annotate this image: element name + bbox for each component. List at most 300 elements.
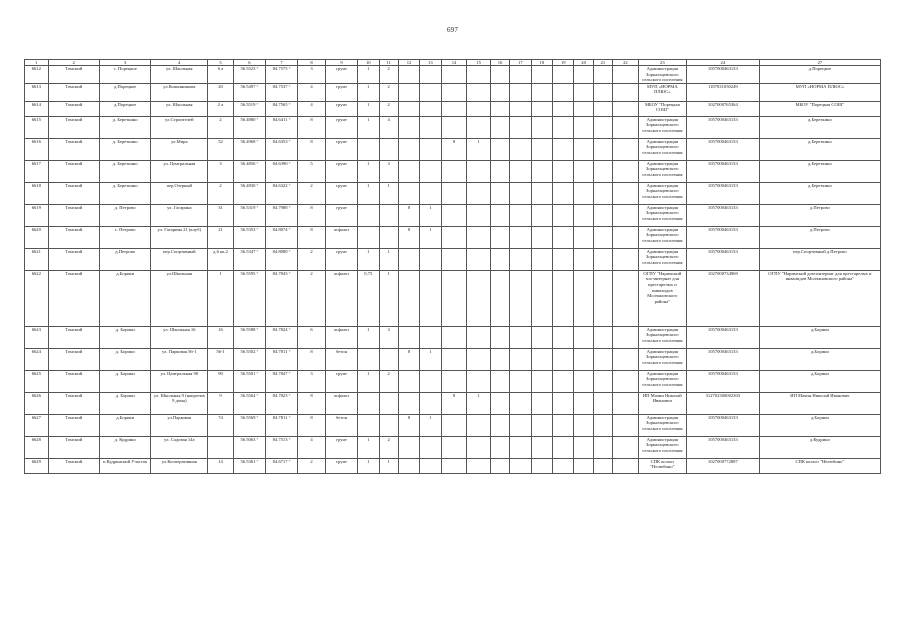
table-cell [593,138,612,160]
table-cell [379,414,398,436]
table-cell: д.Борики [99,414,150,436]
table-cell [398,182,419,204]
table-cell [379,138,398,160]
table-cell: 56.5353 ° [233,226,265,248]
page-number: 697 [446,26,459,34]
column-header: 9 [325,60,357,66]
table-cell [358,138,379,160]
table-cell: грунт [325,116,357,138]
table-cell: 56.4856 ° [233,160,265,182]
table-cell: Томский [48,116,99,138]
table-cell: ул.Строителей [151,116,208,138]
table-cell: д.Петрово [759,204,880,226]
table-cell [441,66,467,84]
table-cell: грунт [325,458,357,473]
table-cell: Томский [48,436,99,458]
table-cell [613,160,639,182]
table-cell [593,160,612,182]
table-cell: МБОУ "Порецкая СОШ" [759,101,880,116]
column-header: 10 [358,60,379,66]
table-cell: ул. Гагарина [151,204,208,226]
column-header: 22 [613,60,639,66]
table-cell: 6623 [25,326,49,348]
table-cell [510,83,531,101]
table-cell: Администрация Зоркальцевского сельского поселения [638,436,686,458]
table-cell: 1057000463133 [686,138,759,160]
table-cell: 8 [298,414,326,436]
table-cell: ул. Парковая 56-1 [151,348,208,370]
table-cell [467,270,491,326]
table-cell: Томский [48,270,99,326]
table-cell: ОГПУ "Наримский зоо-интернат для престарелых и инвалидов Молчановского района" [638,270,686,326]
table-cell: 9 [208,392,234,414]
table-cell [510,160,531,182]
table-cell [420,458,441,473]
column-header: 3 [99,60,150,66]
table-cell: 1057000463133 [686,348,759,370]
table-cell: 2 [379,101,398,116]
table-cell: 8 [298,116,326,138]
table-row [25,270,881,326]
table-cell [531,116,552,138]
table-cell: 1 [358,248,379,270]
table-cell [593,414,612,436]
table-cell [467,66,491,84]
table-cell [574,458,593,473]
table-cell [467,436,491,458]
table-cell [574,370,593,392]
table-cell: 84.6390 ° [266,160,298,182]
table-cell [490,116,509,138]
table-cell [593,326,612,348]
table-cell [441,436,467,458]
table-row [25,101,881,116]
table-cell: д. Кудрино [99,436,150,458]
table-cell: грунт [325,436,357,458]
table-cell: Администрация Зоркальцевского сельского поселения [638,66,686,84]
table-cell [613,436,639,458]
table-cell: ул. Школьная [151,66,208,84]
table-cell: 8 [398,204,419,226]
table-cell: 0,75 [358,270,379,326]
table-cell: д.Березкино [759,116,880,138]
table-cell [441,270,467,326]
table-cell: ИП Мачин Николай Иванович [759,392,880,414]
table-cell [379,204,398,226]
table-cell [490,83,509,101]
table-cell: д. Борики [99,392,150,414]
table-cell [553,138,574,160]
table-cell [510,392,531,414]
table-cell: 56.5347 ° [233,248,265,270]
table-cell [613,66,639,84]
table-cell: 1057000463133 [686,436,759,458]
table-cell: грунт [325,182,357,204]
table-cell: д.Кудрино [759,436,880,458]
table-row [25,370,881,392]
table-cell [574,436,593,458]
table-cell [441,182,467,204]
table-cell [490,436,509,458]
table-cell: д.Порецкое [759,66,880,84]
table-cell [490,226,509,248]
table-cell: 2 [379,436,398,458]
table-cell: 1 [379,270,398,326]
table-cell [441,370,467,392]
table-cell: Томский [48,226,99,248]
table-row [25,138,881,160]
table-cell: 2 [379,66,398,84]
table-cell: д. Березкино [99,182,150,204]
table-cell [420,138,441,160]
table-cell [490,326,509,348]
table-cell: д. Березкино [99,160,150,182]
table-cell: 56.5361 ° [233,458,265,473]
table-cell: 1 [420,414,441,436]
table-cell: грунт [325,138,357,160]
table-cell: грунт [325,83,357,101]
table-cell: д. Березкино [99,116,150,138]
table-cell: 1057000463133 [686,66,759,84]
table-cell [420,66,441,84]
table-cell: асфальт [325,226,357,248]
table-cell [574,66,593,84]
table-cell: ул.Парковая [151,414,208,436]
table-cell: ул.Кооперативная [151,458,208,473]
table-cell [593,66,612,84]
table-row [25,182,881,204]
table-cell [398,248,419,270]
table-row [25,66,881,84]
table-cell: 4 [298,83,326,101]
table-cell: 56.5569 ° [233,414,265,436]
table-cell: 84.7823 ° [266,392,298,414]
table-cell: д.Порецкое [99,101,150,116]
table-cell [553,182,574,204]
table-cell [420,392,441,414]
table-cell: 3 [298,370,326,392]
table-cell: 5 [298,160,326,182]
table-cell: 2 [208,116,234,138]
table-cell: Томский [48,66,99,84]
table-cell [510,248,531,270]
table-cell: ОГПУ "Наримский дом-интернат для престарелых и инвалидов Молчановского района" [759,270,880,326]
table-cell: Администрация Зоркальцевского сельского поселения [638,116,686,138]
table-cell [574,116,593,138]
table-cell: 1 [358,66,379,84]
table-cell: Томский [48,348,99,370]
column-header: 7 [266,60,298,66]
table-cell [531,101,552,116]
table-cell [613,370,639,392]
table-cell: 14 [208,458,234,473]
table-cell [593,270,612,326]
table-cell: д.Березкино [759,182,880,204]
table-cell [398,160,419,182]
table-cell [441,348,467,370]
table-cell [420,270,441,326]
table-cell: 8 [298,348,326,370]
table-cell: 8 [398,414,419,436]
column-header: 24 [686,60,759,66]
table-cell [593,458,612,473]
table-cell: Томский [48,182,99,204]
table-cell [379,348,398,370]
column-header: 18 [531,60,552,66]
table-cell: д. Борики [99,348,150,370]
table-cell: 6626 [25,392,49,414]
table-cell [420,436,441,458]
table-cell [420,370,441,392]
table-cell [531,204,552,226]
table-cell: ул. Центральная [151,160,208,182]
table-cell [553,66,574,84]
table-cell [398,458,419,473]
table-cell: 6614 [25,101,49,116]
table-cell [441,458,467,473]
table-cell: 1 [358,101,379,116]
table-cell: 1057000463133 [686,226,759,248]
table-cell: 84.7811 ° [266,414,298,436]
table-cell: 8 [441,392,467,414]
table-cell [441,248,467,270]
table-cell: Администрация Зоркальцевского сельского поселения [638,138,686,160]
table-cell [593,101,612,116]
table-cell [441,83,467,101]
table-cell: 6617 [25,160,49,182]
table-cell [420,101,441,116]
table-cell: ул. Садовая 14а [151,436,208,458]
table-cell: 1 [358,458,379,473]
table-cell: 84.7537 ° [266,83,298,101]
table-cell [531,348,552,370]
column-header: 5 [208,60,234,66]
table-cell [613,348,639,370]
table-row [25,116,881,138]
table-cell [510,138,531,160]
table-cell: 84.7811 ° [266,348,298,370]
table-cell: д.Борики [759,370,880,392]
table-cell: Томский [48,392,99,414]
table-cell: 8 [398,348,419,370]
table-cell [553,392,574,414]
table-cell: МУП «НОРМА ПЛЮС» [638,83,686,101]
table-cell: Томский [48,414,99,436]
table-cell [490,270,509,326]
table-cell [613,458,639,473]
table-cell [490,414,509,436]
table-cell [531,83,552,101]
table-row [25,248,881,270]
table-cell [613,116,639,138]
table-cell: 6629 [25,458,49,473]
table-cell: 2 [298,270,326,326]
table-cell [510,326,531,348]
table-cell: Томский [48,160,99,182]
table-cell [574,414,593,436]
table-cell [441,116,467,138]
table-cell: Томский [48,458,99,473]
table-cell [574,248,593,270]
table-cell: ул. Школьная 16 [151,326,208,348]
table-cell: д. Борики [99,326,150,348]
table-cell [574,326,593,348]
table-cell [531,414,552,436]
table-cell [490,182,509,204]
table-cell: 56.5564 ° [233,392,265,414]
table-cell: д.6 кв.2 [208,248,234,270]
table-cell: д.Порецкое [99,83,150,101]
table-cell [420,83,441,101]
table-cell [490,248,509,270]
table-cell [441,326,467,348]
table-cell: д. Борики [99,370,150,392]
table-cell: бетон [325,414,357,436]
table-cell [531,182,552,204]
table-cell: 56.5519 ° [233,101,265,116]
table-cell [420,160,441,182]
table-cell [398,116,419,138]
table-cell: 8 [441,138,467,160]
table-cell: МУП «НОРМА ПЛЮС» [759,83,880,101]
table-cell: 56.4880 ° [233,116,265,138]
table-cell [531,458,552,473]
table-cell [574,138,593,160]
table-cell: 2 [379,83,398,101]
table-cell: 6625 [25,370,49,392]
table-cell: ул.Кошкиникова [151,83,208,101]
table-cell: Томский [48,248,99,270]
table-cell [398,270,419,326]
table-cell [510,116,531,138]
table-cell: 8 [298,392,326,414]
table-cell [553,458,574,473]
table-cell: асфальт [325,270,357,326]
table-cell: Томский [48,101,99,116]
table-cell [358,348,379,370]
table-cell [398,392,419,414]
table-cell: 8 [298,138,326,160]
table-cell: 1027000772887 [686,458,759,473]
column-header: 1 [25,60,49,66]
table-cell [490,204,509,226]
table-cell: 6624 [25,348,49,370]
table-cell [467,101,491,116]
table-cell: 6613 [25,83,49,101]
table-cell [574,348,593,370]
table-cell [510,436,531,458]
table-cell [441,101,467,116]
table-cell [358,204,379,226]
table-cell: 16 [208,326,234,348]
table-cell: Администрация Зоркальцевского сельского поселения [638,182,686,204]
table-cell [574,83,593,101]
table-cell: Администрация Зоркальцевского сельского поселения [638,348,686,370]
table-cell: 6628 [25,436,49,458]
table-cell: 1 [379,182,398,204]
table-cell [510,226,531,248]
table-cell: 6622 [25,270,49,326]
table-row [25,204,881,226]
table-cell: 1 [358,83,379,101]
table-cell: Томский [48,138,99,160]
column-header: 13 [420,60,441,66]
table-cell: 3 [298,66,326,84]
column-header: 12 [398,60,419,66]
table-cell [467,226,491,248]
table-cell: 84.6322 ° [266,182,298,204]
table-cell: 2 [208,182,234,204]
table-cell: 6612 [25,66,49,84]
table-cell [553,414,574,436]
table-cell [553,248,574,270]
table-cell: ул. Школьная [151,101,208,116]
table-cell: 84.7513 ° [266,436,298,458]
table-cell: ул. Центральная 90 [151,370,208,392]
table-cell [420,248,441,270]
table-cell: ул. Гагарина 21 (клуб) [151,226,208,248]
table-cell: 84.7565 ° [266,101,298,116]
table-cell: 2 [379,370,398,392]
table-row [25,436,881,458]
table-cell: 1027000734969 [686,270,759,326]
table-cell: 56-1 [208,348,234,370]
table-cell [398,83,419,101]
table-cell: 2 а [208,101,234,116]
column-header: 23 [638,60,686,66]
table-cell: 56.5523 ° [233,66,265,84]
column-header: 2 [48,60,99,66]
table-cell [398,326,419,348]
table-cell [510,204,531,226]
table-cell [613,248,639,270]
table-cell: 6627 [25,414,49,436]
table-cell: 20 [208,83,234,101]
table-cell: 56.5063 ° [233,436,265,458]
table-cell [574,226,593,248]
table-cell [531,436,552,458]
table-cell [510,66,531,84]
table-cell: 84.7988 ° [266,204,298,226]
table-cell: 6618 [25,182,49,204]
table-cell: 1057000463133 [686,326,759,348]
table-cell: 56.5497 ° [233,83,265,101]
table-cell [420,326,441,348]
table-cell: д. Петрово [99,204,150,226]
table-cell [593,83,612,101]
table-cell [553,116,574,138]
table-cell [467,326,491,348]
table-cell [490,101,509,116]
table-cell: Администрация Зоркальцевского сельского поселения [638,326,686,348]
column-header: 14 [441,60,467,66]
table-cell: 84.7824 ° [266,326,298,348]
table-cell: асфальт [325,326,357,348]
table-cell: 1 [467,138,491,160]
table-cell [593,348,612,370]
table-cell: грунт [325,204,357,226]
table-cell: 4 [379,116,398,138]
table-cell [553,326,574,348]
table-cell: 1 [420,348,441,370]
table-cell: ул. Школьная 9 (напротив 9 дома) [151,392,208,414]
table-cell [379,226,398,248]
table-cell [553,83,574,101]
table-cell [531,270,552,326]
table-cell [593,370,612,392]
table-cell: 1 [208,270,234,326]
table-cell [398,370,419,392]
